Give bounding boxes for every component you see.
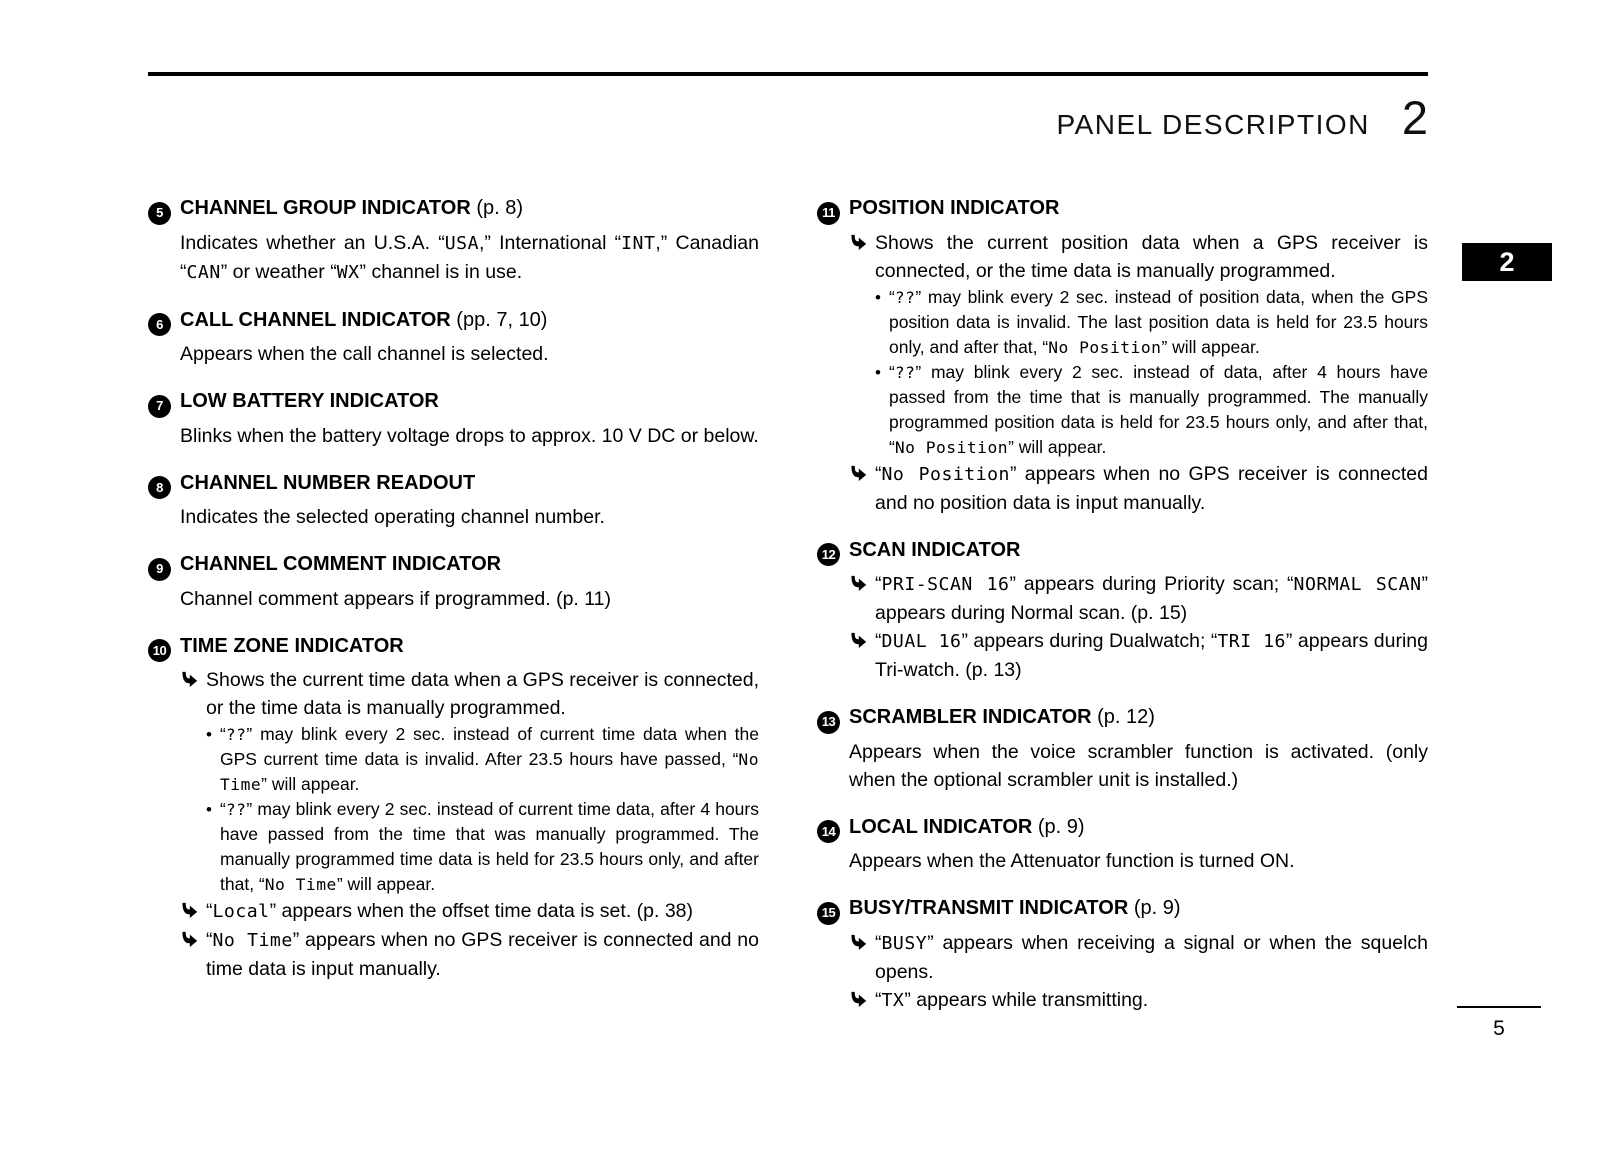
item-heading — [817, 703, 1428, 734]
item-heading — [817, 536, 1428, 567]
text-run: ” appears during Priority scan; “ — [1009, 573, 1294, 595]
item-number-badge: 12 — [817, 543, 840, 566]
item-number-badge: 6 — [148, 313, 171, 336]
text-run: “ — [889, 286, 895, 307]
item-page-ref: (pp. 7, 10) — [450, 308, 548, 331]
bullet-text — [889, 360, 1428, 460]
item-number-badge: 5 — [148, 202, 171, 225]
curved-right-arrow-icon — [849, 929, 875, 952]
item-number-badge: 14 — [817, 820, 840, 843]
item-page-ref: (p. 12) — [1091, 706, 1155, 728]
arrow-text — [206, 897, 759, 926]
text-run: Shows the current position data when a GPS receiver is connected, or the time data is manually programmed. — [875, 231, 1428, 282]
text-run: “ — [875, 462, 882, 485]
text-run: Indicates whether an U.S.A. “ — [180, 231, 445, 254]
item-number-badge: 15 — [817, 902, 840, 925]
bullet-icon: • — [206, 725, 212, 744]
text-run: ” appears during Dualwatch; “ — [961, 630, 1218, 652]
item-title: SCAN INDICATOR — [849, 538, 1021, 561]
panel-item-5 — [148, 194, 759, 287]
text-run: ” may blink every 2 sec. instead of current time data, after 4 hours have passed from the time that was manually programmed. The manually programmed time data is held for 23.5 hours only, and after that, “ — [220, 799, 759, 894]
text-run: “ — [875, 573, 882, 595]
item-number-badge: 13 — [817, 711, 840, 734]
lcd-display-text: PRI-SCAN 16 — [881, 574, 1010, 595]
arrow-note — [849, 627, 1428, 684]
curved-right-arrow-icon — [849, 627, 875, 650]
text-run: Blinks when the battery voltage drops to approx. 10 V DC or below. — [180, 424, 759, 447]
lcd-display-text: ?? — [225, 800, 247, 819]
arrow-text — [875, 929, 1428, 986]
item-heading — [817, 194, 1428, 225]
text-run: ” or weather “ — [220, 260, 337, 283]
arrow-note — [849, 929, 1428, 986]
page-number: 5 — [1493, 1017, 1505, 1040]
text-run: “ — [875, 931, 882, 954]
item-title: TIME ZONE INDICATOR — [180, 634, 404, 657]
arrow-text — [206, 926, 759, 983]
lcd-display-text: No Position — [1048, 337, 1162, 357]
lcd-display-text: TX — [881, 989, 905, 1011]
text-run: ” will appear. — [336, 874, 436, 894]
item-heading — [148, 387, 759, 418]
panel-item-6 — [148, 306, 759, 369]
panel-item-8 — [148, 469, 759, 532]
lcd-display-text: No Time — [220, 750, 759, 794]
item-title: POSITION INDICATOR — [849, 197, 1060, 219]
item-body — [849, 847, 1428, 875]
text-run: “ — [220, 724, 226, 744]
item-title: CHANNEL COMMENT INDICATOR — [180, 553, 502, 575]
right-column — [817, 194, 1428, 1034]
item-number-badge: 11 — [817, 202, 840, 225]
text-run: “ — [206, 900, 213, 922]
item-heading — [817, 813, 1428, 844]
sub-bullet — [875, 285, 1428, 360]
bullet-icon: • — [875, 287, 881, 307]
text-run: ” appears when no GPS receiver is connected and no time data is input manually. — [206, 929, 759, 980]
arrow-note — [180, 926, 759, 983]
text-run: ” may blink every 2 sec. instead of data, after 4 hours have passed from the time that is manually programmed. The manually programmed position data is held for 23.5 hours only, and after that, “ — [889, 361, 1428, 457]
item-number-badge: 9 — [148, 558, 171, 581]
lcd-display-text: TRI 16 — [1217, 631, 1286, 652]
text-run: ” may blink every 2 sec. instead of position data, when the GPS position data is invalid. The last position data is held for 23.5 hours only, and after that, “ — [889, 286, 1428, 357]
curved-right-arrow-icon — [849, 229, 875, 252]
lcd-display-text: ?? — [225, 725, 247, 744]
item-heading — [148, 194, 759, 225]
text-run: ” will appear. — [1161, 336, 1260, 357]
text-run: Appears when the call channel is selected. — [180, 343, 549, 365]
curved-right-arrow-icon — [180, 666, 206, 689]
text-run: “ — [889, 361, 895, 382]
lcd-display-text: No Time — [264, 875, 337, 894]
item-title: LOCAL INDICATOR — [849, 815, 1033, 838]
text-run: “ — [875, 630, 882, 652]
sub-bullet — [875, 360, 1428, 460]
panel-item-10 — [148, 632, 759, 984]
arrow-note — [849, 460, 1428, 517]
curved-right-arrow-icon — [849, 986, 875, 1009]
item-number-badge: 10 — [148, 639, 171, 662]
text-run: Appears when the voice scrambler function is activated. (only when the optional scrambler unit is installed.) — [849, 740, 1428, 791]
item-body — [180, 503, 759, 531]
lcd-display-text: BUSY — [881, 932, 928, 954]
curved-right-arrow-icon — [180, 897, 206, 920]
item-title: CHANNEL NUMBER READOUT — [180, 471, 476, 494]
bullet-icon: • — [206, 800, 212, 819]
item-title: CHANNEL GROUP INDICATOR — [180, 197, 471, 219]
item-title: SCRAMBLER INDICATOR — [849, 706, 1092, 728]
text-run: “ — [220, 799, 226, 819]
item-page-ref: (p. 8) — [470, 197, 524, 219]
page-header — [148, 90, 1428, 145]
text-run: Indicates the selected operating channel number. — [180, 506, 605, 528]
curved-right-arrow-icon — [849, 460, 875, 483]
arrow-note — [849, 986, 1428, 1015]
curved-right-arrow-icon — [180, 926, 206, 949]
text-run: ” will appear. — [1008, 436, 1107, 457]
panel-item-14 — [817, 813, 1428, 876]
lcd-display-text: USA — [444, 232, 479, 254]
text-run: ” appears while transmitting. — [904, 988, 1149, 1011]
lcd-display-text: DUAL 16 — [881, 631, 962, 652]
chapter-tab-label: 2 — [1499, 246, 1515, 277]
page-title: PANEL DESCRIPTION — [1056, 109, 1370, 140]
lcd-display-text: Local — [212, 901, 270, 922]
bullet-text — [220, 797, 759, 897]
left-column — [148, 194, 759, 1034]
text-run: ” appears when no GPS receiver is connected and no position data is input manually. — [875, 462, 1428, 514]
chapter-tab — [1462, 243, 1552, 281]
lcd-display-text: ?? — [894, 287, 916, 307]
curved-right-arrow-icon — [849, 570, 875, 593]
header-rule — [148, 72, 1428, 76]
lcd-display-text: ?? — [894, 362, 916, 382]
lcd-display-text: CAN — [186, 261, 221, 283]
text-run: ” appears during Tri-watch. (p. 13) — [875, 630, 1428, 681]
arrow-text — [875, 229, 1428, 285]
arrow-text — [206, 666, 759, 722]
text-run: ” appears when receiving a signal or when the squelch opens. — [875, 931, 1428, 983]
lcd-display-text: NORMAL SCAN — [1293, 574, 1422, 595]
bullet-icon: • — [875, 362, 881, 382]
panel-item-11 — [817, 194, 1428, 517]
text-run: ,” International “ — [479, 231, 622, 254]
sub-bullet — [206, 797, 759, 897]
lcd-display-text: No Position — [894, 437, 1009, 457]
content-columns — [148, 194, 1428, 1034]
item-body — [180, 422, 759, 450]
item-heading — [148, 306, 759, 337]
bullet-text — [220, 722, 759, 797]
item-number-badge: 7 — [148, 395, 171, 418]
page-footer — [1457, 1006, 1541, 1041]
arrow-note — [180, 897, 759, 926]
item-title: CALL CHANNEL INDICATOR — [180, 308, 451, 331]
arrow-note — [180, 666, 759, 722]
footer-rule — [1457, 1006, 1541, 1008]
item-heading — [817, 894, 1428, 925]
text-run: Shows the current time data when a GPS receiver is connected, or the time data is manually programmed. — [206, 669, 759, 719]
text-run: ,” Canadian “ — [180, 231, 759, 283]
arrow-text — [875, 570, 1428, 627]
arrow-note — [849, 229, 1428, 285]
lcd-display-text: No Time — [212, 930, 293, 951]
item-number-badge: 8 — [148, 476, 171, 499]
item-body — [180, 229, 759, 287]
item-body — [849, 738, 1428, 794]
chapter-number: 2 — [1401, 91, 1428, 144]
text-run: “ — [206, 929, 213, 951]
lcd-display-text: WX — [336, 261, 360, 283]
arrow-text — [875, 627, 1428, 684]
item-heading — [148, 469, 759, 500]
lcd-display-text: No Position — [881, 463, 1010, 485]
lcd-display-text: INT — [621, 232, 656, 254]
arrow-text — [875, 986, 1428, 1015]
text-run: ” may blink every 2 sec. instead of current time data when the GPS current time data is invalid. After 23.5 hours have passed, “ — [220, 724, 759, 769]
text-run: ” channel is in use. — [359, 260, 523, 283]
panel-item-13 — [817, 703, 1428, 794]
item-page-ref: (p. 9) — [1032, 815, 1085, 838]
item-page-ref: (p. 9) — [1128, 897, 1181, 919]
panel-item-9 — [148, 550, 759, 613]
text-run: ” will appear. — [261, 774, 360, 794]
item-heading — [148, 550, 759, 581]
bullet-text — [889, 285, 1428, 360]
item-heading — [148, 632, 759, 663]
item-title: LOW BATTERY INDICATOR — [180, 390, 439, 412]
panel-item-7 — [148, 387, 759, 450]
item-body — [180, 340, 759, 368]
panel-item-12 — [817, 536, 1428, 685]
text-run: Channel comment appears if programmed. (p. 11) — [180, 587, 612, 610]
item-body — [180, 585, 759, 613]
text-run: ” appears during Normal scan. (p. 15) — [875, 573, 1428, 624]
item-title: BUSY/TRANSMIT INDICATOR — [849, 897, 1129, 919]
text-run: ” appears when the offset time data is set. (p. 38) — [269, 900, 694, 922]
text-run: “ — [875, 988, 882, 1011]
sub-bullet — [206, 722, 759, 797]
arrow-note — [849, 570, 1428, 627]
panel-item-15 — [817, 894, 1428, 1015]
text-run: Appears when the Attenuator function is turned ON. — [849, 850, 1295, 872]
arrow-text — [875, 460, 1428, 517]
